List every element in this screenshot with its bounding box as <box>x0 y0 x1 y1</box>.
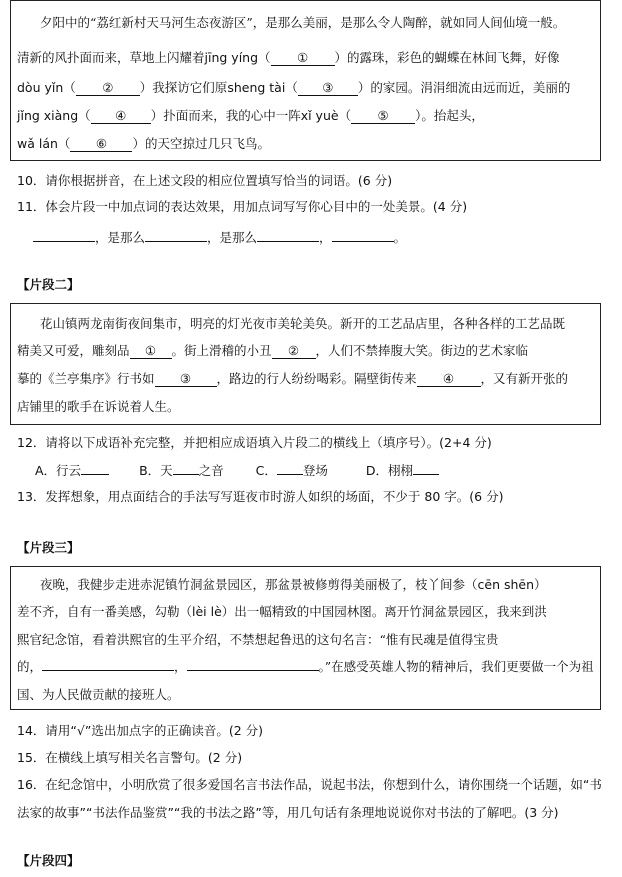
option-b: B．天 之音 <box>139 463 224 478</box>
passage-2-line-3: 摹的《兰亭集序》行书如 ③ ，路边的行人纷纷喝彩。隔壁街传来 ④ ，又有新开张的 <box>17 371 569 386</box>
passage-3-line-1: 夜晚，我健步走进赤泥镇竹洞盆景园区，那盆景被修剪得美丽极了，枝丫间参（cēn shēn） <box>40 577 547 592</box>
blank-5[interactable]: ⑤ <box>351 109 415 124</box>
passage-1-line-1: 夕阳中的“荔红新村天马河生态夜游区”，是那么美丽，是那么令人陶醉，就如同人间仙境一般。 <box>40 15 566 30</box>
question-12-options <box>35 462 439 480</box>
passage-1-line-2: 清新的风扑面而来，草地上闪耀着jīng yíng（ ① ）的露珠，彩色的蝴蝶在林间飞舞，好像 <box>17 50 560 65</box>
question-15: 15．在横线上填写相关名言警句。(2 分) <box>17 750 243 765</box>
question-11: 11．体会片段一中加点词的表达效果，用加点词写写你心目中的一处美景。(4 分) <box>17 199 468 214</box>
blank-1[interactable]: ① <box>130 344 172 359</box>
blank-2[interactable]: ② <box>272 344 316 359</box>
passage-3-line-4: 的， ， 。”在感受英雄人物的精神后，我们更要做一个为祖 <box>17 659 594 674</box>
question-10: 10．请你根据拼音，在上述文段的相应位置填写恰当的词语。(6 分) <box>17 173 393 188</box>
passage-1-line-5: wǎ lán（ ⑥ ）的天空掠过几只飞鸟。 <box>17 136 270 151</box>
question-14: 14．请用“√”选出加点字的正确读音。(2 分) <box>17 723 264 738</box>
answer-blank[interactable] <box>33 241 95 242</box>
question-16-line-2: 法家的故事”“书法作品鉴赏”“我的书法之路”等，用几句话有条理地说说你对书法的了解吧。(3 分) <box>17 805 559 820</box>
blank-3[interactable]: ③ <box>155 372 217 387</box>
passage-3-line-2: 差不齐，自有一番美感，勾勒（lèi lè）出一幅精致的中国园林图。离开竹洞盆景园区，我来到洪 <box>17 604 547 619</box>
quote-blank-1[interactable] <box>42 670 174 671</box>
section-heading-2: 【片段二】 <box>17 277 80 292</box>
passage-1-line-4: jǐng xiàng（ ④ ）扑面而来，我的心中一阵xǐ yuè（ ⑤ ）。抬起头， <box>17 108 484 123</box>
question-11-answer-template: ，是那么 ，是那么 ， 。 <box>33 229 406 247</box>
section-heading-3: 【片段三】 <box>17 540 80 555</box>
section-heading-4: 【片段四】 <box>17 853 80 868</box>
passage-1-line-3: dòu yǐn（ ② ）我探访它们原sheng tài（ ③ ）的家园。涓涓细流由远而近，美丽的 <box>17 80 571 95</box>
option-c: C． 登场 <box>255 463 328 478</box>
question-12: 12．请将以下成语补充完整，并把相应成语填入片段二的横线上（填序号）。(2+4 分) <box>17 435 492 450</box>
blank-3[interactable]: ③ <box>298 81 358 96</box>
blank-6[interactable]: ⑥ <box>70 137 132 152</box>
blank-1[interactable]: ① <box>271 51 335 66</box>
blank-4[interactable]: ④ <box>417 372 481 387</box>
passage-2-line-2: 精美又可爱，雕刻品 ① 。街上滑稽的小丑 ② ，人们不禁捧腹大笑。街边的艺术家临 <box>17 343 529 358</box>
passage-3-line-3: 熙官纪念馆，看着洪熙官的生平介绍，不禁想起鲁迅的这句名言：“惟有民魂是值得宝贵 <box>17 632 499 647</box>
answer-blank[interactable] <box>145 241 207 242</box>
passage-2-line-4: 店铺里的歌手在诉说着人生。 <box>17 399 180 414</box>
passage-3-line-5: 国、为人民做贡献的接班人。 <box>17 687 180 702</box>
answer-blank[interactable] <box>332 241 394 242</box>
blank-4[interactable]: ④ <box>91 109 151 124</box>
blank-2[interactable]: ② <box>76 81 140 96</box>
passage-2-line-1: 花山镇两龙南街夜间集市，明亮的灯光夜市美轮美奂。新开的工艺品店里，各种各样的工艺品既 <box>40 316 566 331</box>
question-13: 13．发挥想象，用点面结合的手法写写逛夜市时游人如织的场面，不少于 80 字。(6 分) <box>17 489 504 504</box>
quote-blank-2[interactable] <box>187 670 319 671</box>
option-d: D．栩栩 <box>366 463 439 478</box>
option-a: A．行云 <box>35 463 109 478</box>
answer-blank[interactable] <box>257 241 319 242</box>
question-16-line-1: 16．在纪念馆中，小明欣赏了很多爱国名言书法作品，说起书法，你想到什么，请你围绕一个话题，如“书 <box>17 777 602 792</box>
